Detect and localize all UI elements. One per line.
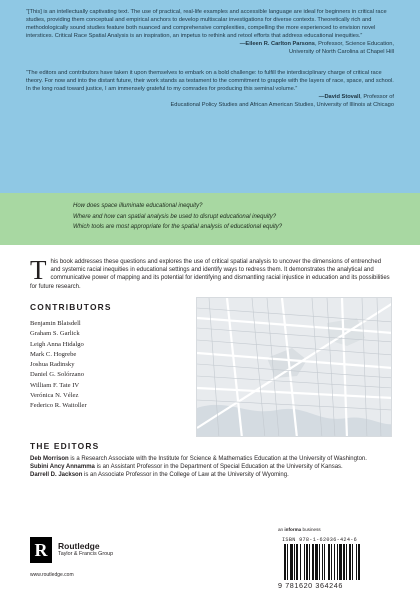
contributors-heading: CONTRIBUTORS <box>30 302 112 312</box>
drop-cap: T <box>30 255 47 285</box>
barcode-bar <box>296 544 298 580</box>
contributor-name: Benjamin Blaisdell <box>30 320 81 327</box>
editor-entry <box>30 471 395 479</box>
editor-name: Darrell D. Jackson <box>30 472 83 479</box>
barcode-bar <box>287 544 288 580</box>
barcode-bar <box>324 544 325 580</box>
endorser-affiliation: Educational Policy Studies and African American Studies, University of Illinois at Chicago <box>170 101 394 108</box>
barcode-bar <box>358 544 360 580</box>
book-description <box>30 255 392 291</box>
endorsement-quote: “[This] is an intellectually captivating text. The use of practical, real-life examples and accessible language are ideal for beginners in critical race studies, providing them conceptual and empirical anchors to develop multiscalar investigations for diverse contexts. Theoretically rich and methodologically sound studies feature both nuanced and comprehensive complexities, compelling the more experienced to envision novel interstices. Critical Race Spatial Analysis is an inspiration, an impetus to rethink and retool efforts that address educational inequities.” <box>26 9 387 40</box>
editor-bio: is an Associate Professor in the College of Law at the University of Wyoming. <box>82 472 289 479</box>
endorsement-quote: “The editors and contributors have taken it upon themselves to embark on a bold challenge: to fulfill the interdisciplinary charge of critical race theory. For now and into the distant future, their work stands as testament to the commitment to grapple with the layers of race, space, and school. In the long road toward justice, I am immensely grateful to my comrades for producing this seminal volume.” <box>26 69 394 92</box>
barcode-bar <box>294 544 295 580</box>
contributor-name: Federico R. Waitoller <box>30 402 87 410</box>
map-graphic <box>197 298 392 437</box>
description-text: his book addresses these questions and explores the use of critical spatial analysis to uncover the dimensions of entrenched and systemic racial inequities in educational settings and identify ways to redress them. It demonstrates the analytical and communicative power of mapping and its potential for identifying and dismantling racial injustice in education and its possibilities for future research. <box>30 259 390 290</box>
barcode-bar <box>339 544 342 580</box>
street-map-image <box>196 297 392 437</box>
publisher-name: Routledge <box>58 541 100 551</box>
routledge-logo-icon: R <box>30 537 52 563</box>
barcode-bar <box>284 544 286 580</box>
endorsement-2 <box>26 69 394 109</box>
editor-bio: is a Research Associate with the Institute for Science & Mathematics Education at the University of Washington. <box>68 456 367 462</box>
isbn-label: ISBN 978-1-62036-424-6 <box>282 537 358 543</box>
endorser-role: , Professor, Science Education, <box>314 41 394 48</box>
editor-bio: is an Assistant Professor in the Department of Special Education at the University of Kansas. <box>94 464 343 471</box>
question-item: Which tools are most appropriate for the spatial analysis of educational equity? <box>73 224 283 230</box>
editor-name: Subini Ancy Annamma <box>30 464 95 471</box>
endorsement-attribution <box>26 93 394 101</box>
questions-section <box>0 193 420 245</box>
endorser-affiliation: University of North Carolina at Chapel Hill <box>289 49 394 56</box>
editors-section <box>30 455 395 480</box>
barcode-bar <box>300 544 301 580</box>
barcode-bar <box>356 544 357 580</box>
barcode-bar <box>352 544 353 580</box>
barcode-bar <box>331 544 332 580</box>
question-item: How does space illuminate educational inequity? <box>73 203 203 209</box>
barcode-digits: 9 781620 364246 <box>278 581 343 590</box>
contributor-name: Joshua Radinsky <box>30 361 75 369</box>
endorsement-attribution <box>26 40 394 48</box>
barcode-bar <box>337 544 338 580</box>
barcode-bar <box>334 544 335 580</box>
barcode-bar <box>306 544 308 580</box>
barcode-bar <box>304 544 305 580</box>
barcode-bar <box>328 544 330 580</box>
contributor-name: William F. Tate IV <box>30 381 80 389</box>
barcode-bar <box>349 544 351 580</box>
barcode-bar <box>343 544 345 580</box>
publisher-block <box>30 537 113 563</box>
contributor-name: Daniel G. Solórzano <box>30 371 85 379</box>
publisher-group: Taylor & Francis Group <box>58 551 114 557</box>
publisher-text <box>58 542 113 558</box>
barcode-bar <box>319 544 320 580</box>
contributor-name: Verónica N. Vélez <box>30 392 79 400</box>
contributor-name: Leigh Anna Hidalgo <box>30 340 84 348</box>
contributor-name: Mark C. Hogrebe <box>30 350 77 358</box>
publisher-website[interactable]: www.routledge.com <box>30 572 74 578</box>
barcode-graphic <box>282 544 394 580</box>
barcode-bar <box>312 544 314 580</box>
editor-entry <box>30 455 395 463</box>
contributor-name: Graham S. Garlick <box>30 330 80 338</box>
endorsements-section <box>0 0 420 193</box>
barcode-bar <box>322 544 323 580</box>
barcode-bar <box>309 544 310 580</box>
contributors-list <box>30 319 140 412</box>
informa-business-label: an informa business <box>278 527 321 532</box>
editors-heading: THE EDITORS <box>30 441 100 451</box>
endorser-role: , Professor of <box>360 93 394 100</box>
editor-name: Deb Morrison <box>30 456 69 462</box>
editor-entry <box>30 463 395 471</box>
barcode-bar <box>315 544 318 580</box>
barcode-block <box>278 527 394 590</box>
endorser-name: —David Stovall <box>318 93 361 100</box>
barcode-bar <box>290 544 293 580</box>
barcode-bar <box>346 544 347 580</box>
endorser-name: —Eileen R. Carlton Parsons <box>239 41 315 48</box>
endorsement-1 <box>26 8 394 57</box>
question-item: Where and how can spatial analysis be used to disrupt educational inequity? <box>73 213 277 220</box>
